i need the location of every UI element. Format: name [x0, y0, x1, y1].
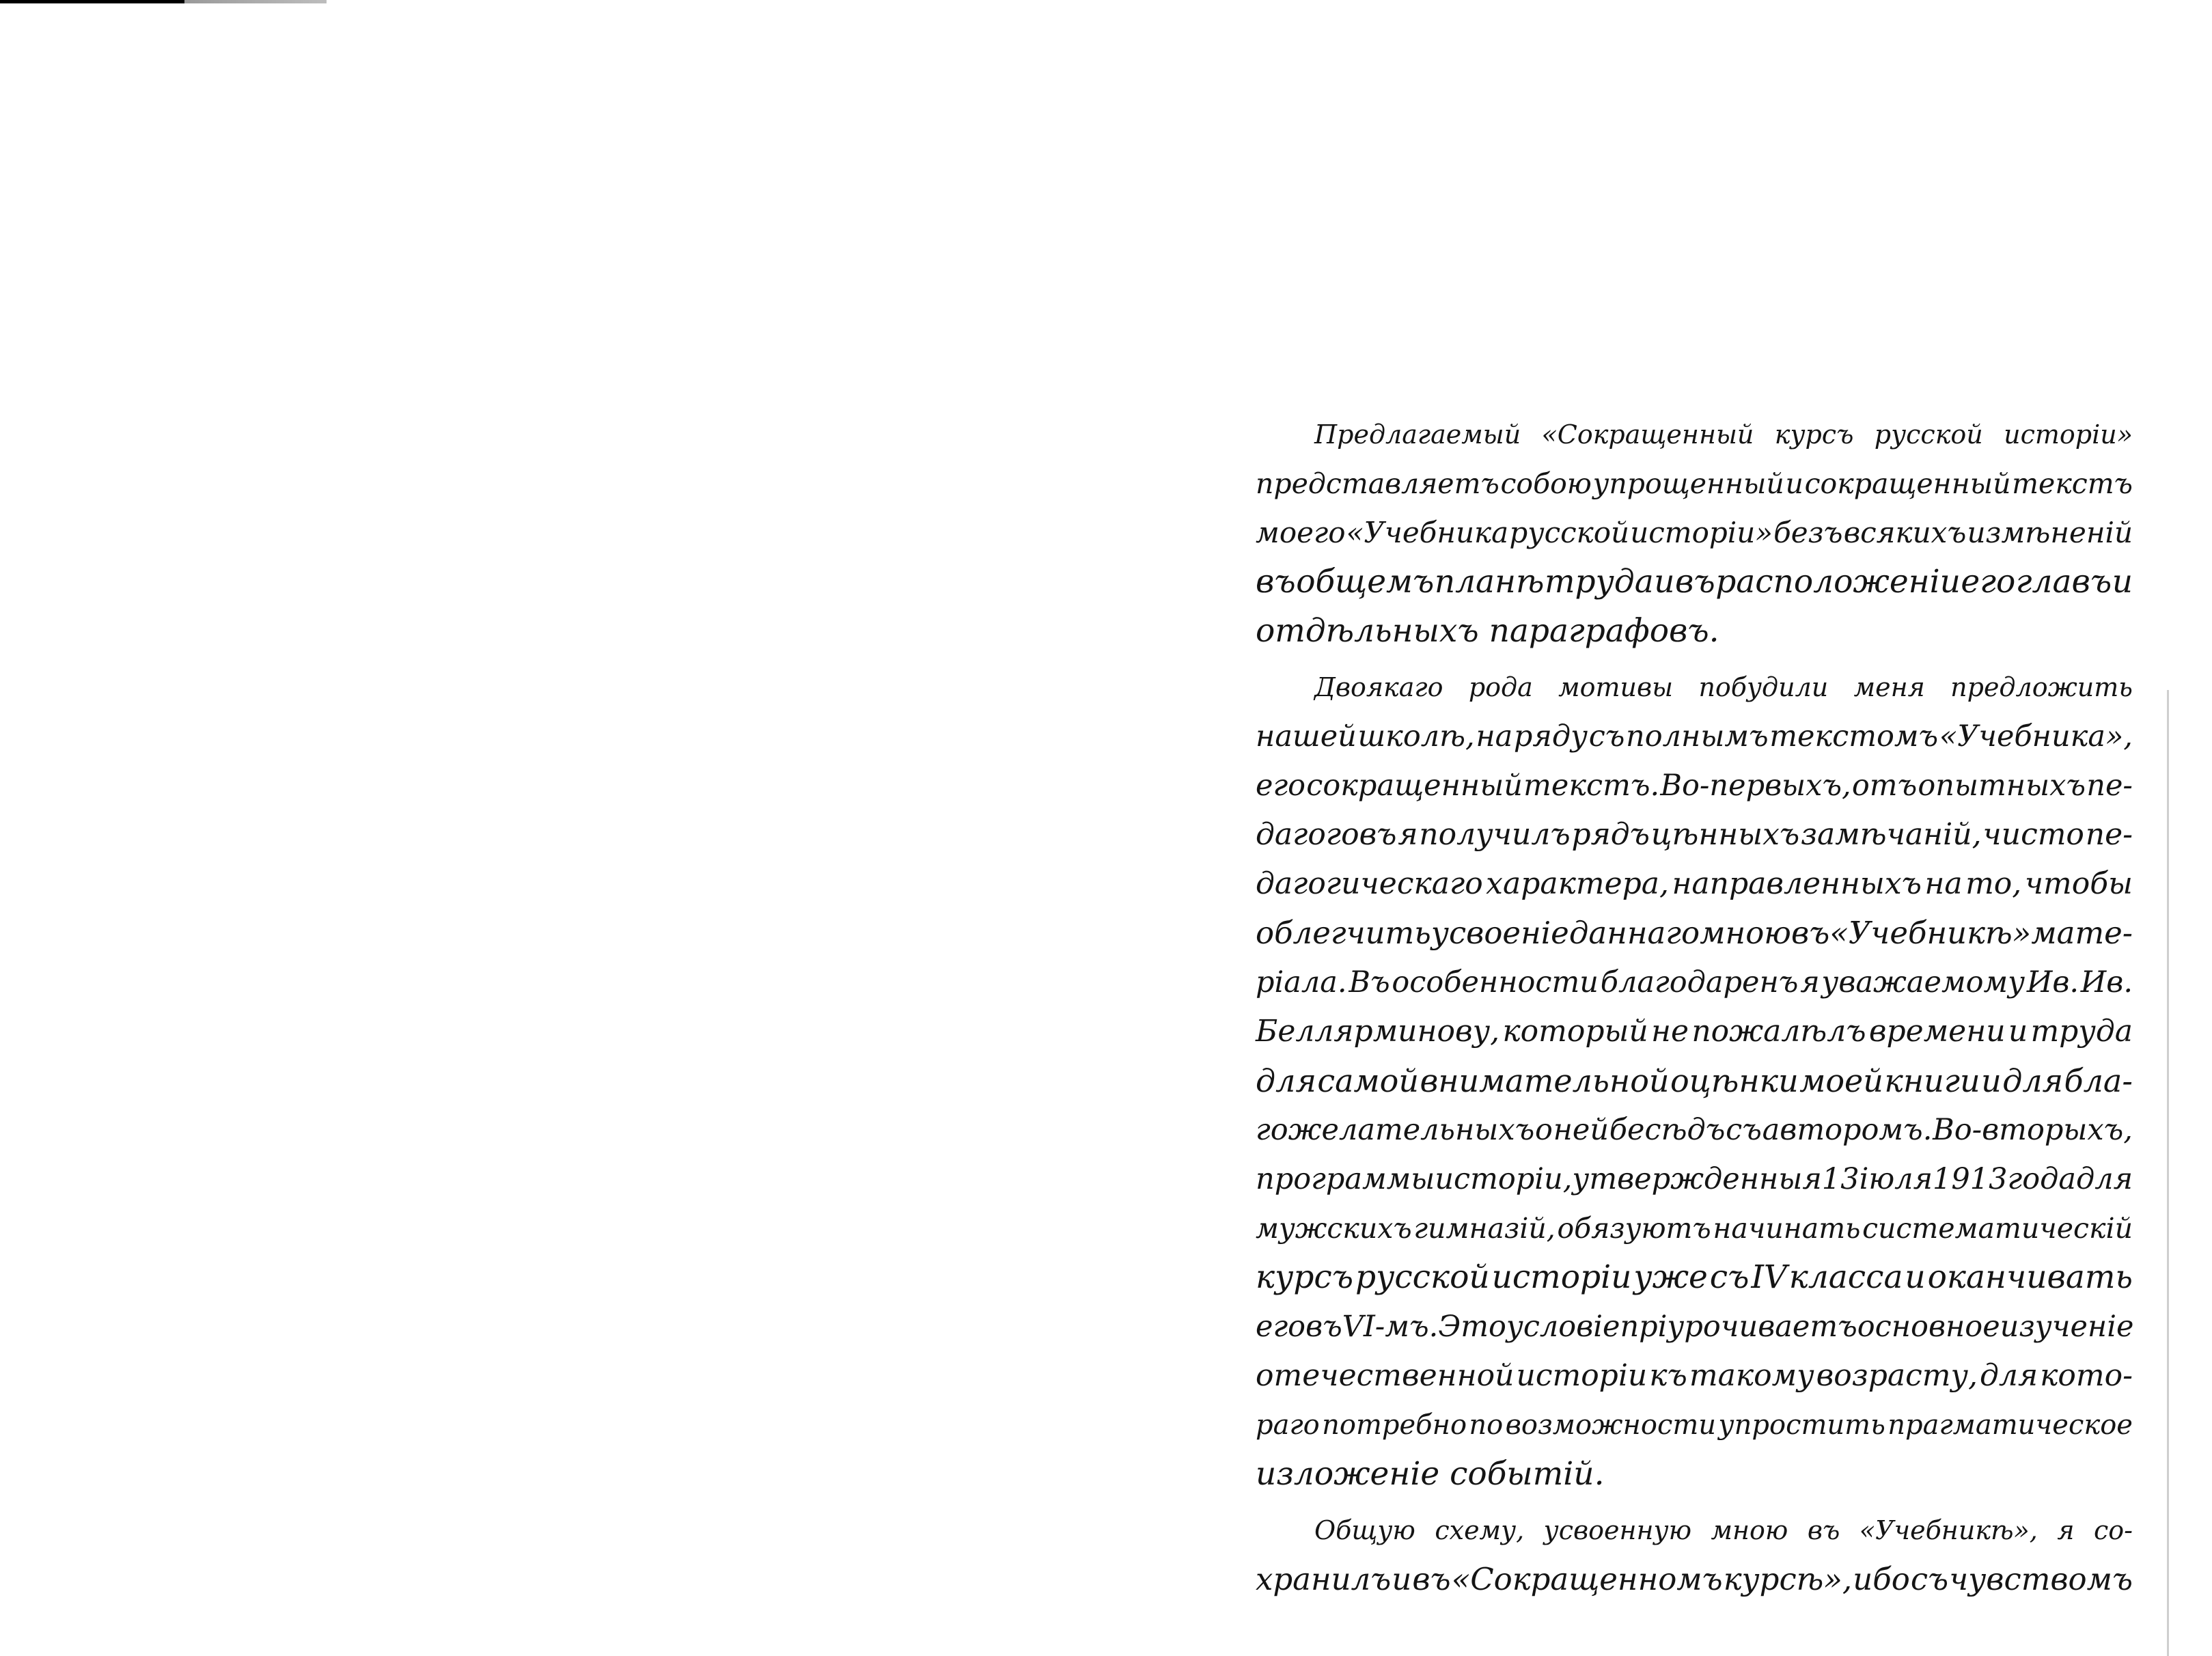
text-line: раго потребно по возможности упростить прагматическое	[1256, 1409, 2133, 1441]
paragraph-1	[1256, 410, 2133, 656]
text-line: его въ VI-мъ. Это условіе пріурочиваетъ основное изученіе	[1256, 1310, 2134, 1344]
text-line: дагогическаго характера, направленныхъ на то, чтобы	[1256, 866, 2133, 901]
text-line: программы исторіи, утвержденныя 13 іюля 1913 года для	[1256, 1162, 2133, 1196]
text-line: нашей школѣ, на ряду съ полнымъ текстомъ «Учебника»,	[1256, 719, 2133, 754]
text-line: для самой внимательной оцѣнки моей книги и для бла-	[1256, 1062, 2133, 1099]
text-line: курсъ русской исторіи уже съ IV класса и оканчивать	[1256, 1258, 2133, 1296]
text-line: ріала. Въ особенности благодаренъ я уважаемому Ив. Ив.	[1256, 965, 2133, 999]
text-line: въ общемъ планѣ труда и въ расположеніи его главъ и	[1256, 563, 2133, 601]
text-line: облегчить усвоеніе даннаго мною въ «Учебникѣ» мате-	[1256, 915, 2133, 951]
text-line: изложеніе событій.	[1256, 1455, 1605, 1493]
text-line: моего «Учебника русской исторіи» безъ всякихъ измѣненій	[1256, 516, 2133, 549]
text-line: хранилъ и въ «Сокращенномъ курсѣ», ибо съ чувствомъ	[1256, 1561, 2133, 1597]
text-line: Общую схему, усвоенную мною въ «Учебникѣ», я со-	[1314, 1515, 2133, 1545]
text-line: его сокращенный текстъ. Во-первыхъ, отъ опытныхъ пе-	[1256, 769, 2133, 803]
top-edge-rule	[0, 0, 327, 3]
text-line: отечественной исторіи къ такому возрасту, для кото-	[1256, 1358, 2133, 1393]
page-edge-shadow	[2167, 690, 2169, 1656]
text-line: представляетъ собою упрощенный и сокращенный текстъ	[1256, 467, 2133, 500]
paragraph-3	[1256, 1506, 2133, 1604]
text-line: Предлагаемый «Сокращенный курсъ русской исторіи»	[1314, 419, 2133, 450]
preface-text	[1256, 410, 2133, 1611]
text-line: мужскихъ гимназій, обязуютъ начинать систематическій	[1256, 1212, 2133, 1245]
paragraph-2	[1256, 663, 2133, 1499]
text-line: гожелательныхъ о ней бесѣдъ съ авторомъ. Во-вторыхъ,	[1256, 1113, 2133, 1147]
text-line: Двоякаго рода мотивы побудили меня предложить	[1314, 672, 2133, 702]
text-line: Беллярминову, который не пожалѣлъ времени и труда	[1256, 1014, 2133, 1049]
text-line: дагоговъ я получилъ рядъ цѣнныхъ замѣчаній, чисто пе-	[1256, 817, 2133, 852]
text-line: отдѣльныхъ параграфовъ.	[1256, 612, 1719, 650]
